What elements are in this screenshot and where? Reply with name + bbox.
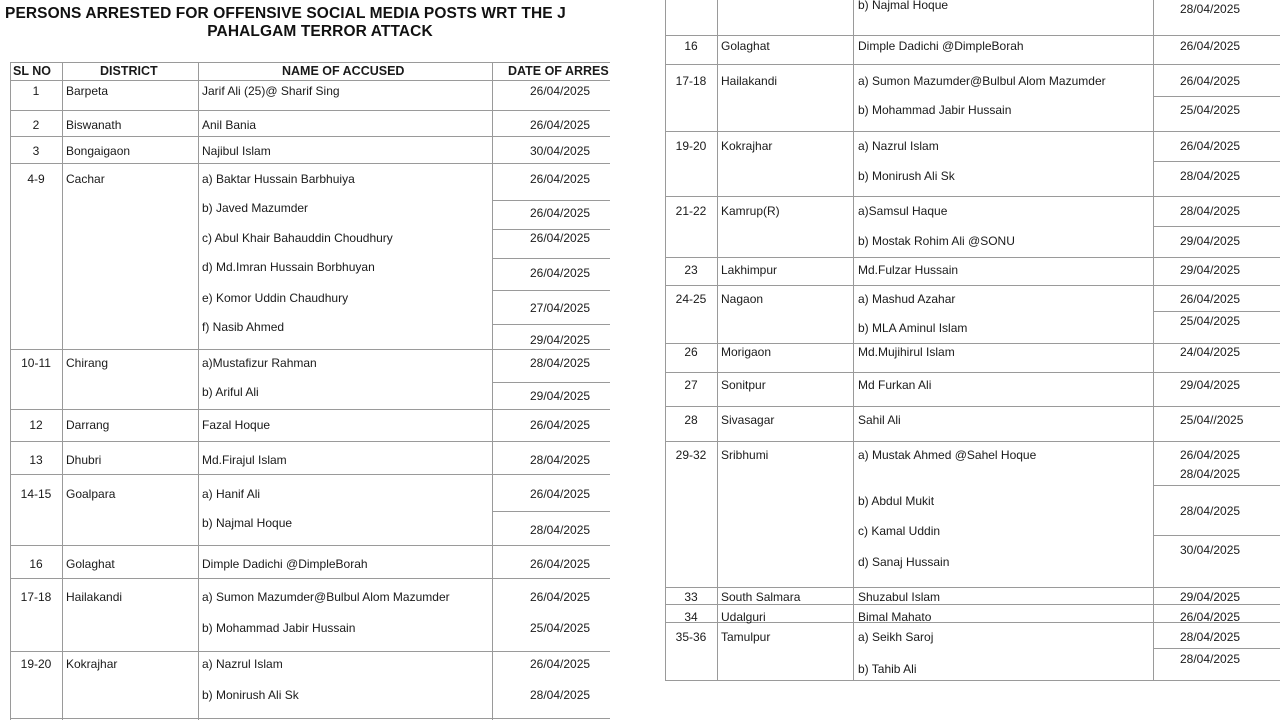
accused-name: b) Tahib Ali [858, 662, 917, 676]
serial-number: 14-15 [20, 487, 52, 501]
row-divider [665, 285, 1280, 286]
row-divider [1153, 96, 1280, 97]
accused-name: d) Md.Imran Hussain Borbhuyan [202, 260, 375, 274]
arrest-date: 25/04/2025 [1180, 314, 1241, 328]
accused-name: b) Ariful Ali [202, 385, 259, 399]
district-name: Dhubri [66, 453, 102, 467]
district-name: Cachar [66, 172, 105, 186]
accused-name: b) MLA Aminul Islam [858, 321, 968, 335]
arrest-date: 26/04/2025 [530, 590, 591, 604]
arrest-date: 25/04/2025 [1180, 103, 1241, 117]
accused-name: f) Nasib Ahmed [202, 320, 285, 334]
serial-number: 23 [684, 263, 698, 277]
serial-number: 4-9 [27, 172, 45, 186]
district-name: Hailakandi [721, 74, 778, 88]
accused-name: Najibul Islam [202, 144, 271, 158]
row-divider [10, 110, 610, 111]
serial-number: 28 [684, 413, 698, 427]
accused-name: b) Javed Mazumder [202, 201, 309, 215]
row-divider [10, 136, 610, 137]
row-divider [10, 545, 610, 546]
document-title-line2: PAHALGAM TERROR ATTACK [207, 23, 433, 40]
row-divider [665, 604, 1280, 605]
district-name: South Salmara [721, 590, 801, 604]
arrest-date: 28/04/2025 [530, 523, 591, 537]
accused-name: b) Mostak Rohim Ali @SONU [858, 234, 1015, 248]
row-divider [665, 257, 1280, 258]
arrest-date: 26/04/2025 [530, 118, 591, 132]
accused-name: a) Sumon Mazumder@Bulbul Alom Mazumder [858, 74, 1106, 88]
accused-name: Jarif Ali (25)@ Sharif Sing [202, 84, 340, 98]
header-sl-no: SL NO [13, 64, 51, 78]
column-divider [853, 0, 854, 680]
accused-name: Shuzabul Islam [858, 590, 941, 604]
arrest-date: 26/04/2025 [530, 84, 591, 98]
arrest-date: 26/04/2025 [530, 172, 591, 186]
row-divider [492, 290, 610, 291]
district-name: Barpeta [66, 84, 109, 98]
arrest-list-page-right [665, 0, 1280, 720]
accused-name: a) Baktar Hussain Barbhuiya [202, 172, 355, 186]
accused-name: Sahil Ali [858, 413, 901, 427]
row-divider [665, 343, 1280, 344]
row-divider [1153, 311, 1280, 312]
row-divider [10, 80, 610, 81]
serial-number: 35-36 [675, 630, 707, 644]
accused-name: Anil Bania [202, 118, 257, 132]
serial-number: 21-22 [675, 204, 707, 218]
serial-number: 13 [29, 453, 43, 467]
serial-number: 24-25 [675, 292, 707, 306]
row-divider [665, 131, 1280, 132]
row-divider [665, 680, 1280, 681]
arrest-list-page-left [0, 0, 610, 720]
row-divider [665, 587, 1280, 588]
row-divider [10, 474, 610, 475]
accused-name: c) Abul Khair Bahauddin Choudhury [202, 231, 393, 245]
arrest-date: 24/04/2025 [1180, 345, 1241, 359]
serial-number: 12 [29, 418, 43, 432]
accused-name: a) Nazrul Islam [202, 657, 283, 671]
arrest-date: 28/04/2025 [1180, 169, 1241, 183]
arrest-date: 28/04/2025 [1180, 2, 1241, 16]
accused-name: a) Hanif Ali [202, 487, 261, 501]
row-divider [1153, 226, 1280, 227]
accused-name: b) Najmal Hoque [202, 516, 293, 530]
accused-name: a) Mashud Azahar [858, 292, 956, 306]
serial-number: 34 [684, 610, 698, 624]
header-district: DISTRICT [100, 64, 158, 78]
accused-name: Dimple Dadichi @DimpleBorah [858, 39, 1024, 53]
row-divider [492, 324, 610, 325]
serial-number: 29-32 [675, 448, 707, 462]
serial-number: 17-18 [675, 74, 707, 88]
district-name: Morigaon [721, 345, 772, 359]
row-divider [1153, 648, 1280, 649]
arrest-date: 28/04/2025 [1180, 652, 1241, 666]
row-divider [492, 382, 610, 383]
serial-number: 19-20 [20, 657, 52, 671]
accused-name: a)Mustafizur Rahman [202, 356, 317, 370]
district-name: Nagaon [721, 292, 764, 306]
arrest-date: 30/04/2025 [530, 144, 591, 158]
serial-number: 3 [32, 144, 40, 158]
arrest-date: 26/04/2025 [1180, 448, 1241, 462]
row-divider [10, 718, 610, 719]
arrest-date: 28/04/2025 [1180, 504, 1241, 518]
column-divider [198, 62, 199, 720]
row-divider [665, 64, 1280, 65]
district-name: Sribhumi [721, 448, 769, 462]
column-divider [62, 62, 63, 720]
accused-name: a)Samsul Haque [858, 204, 948, 218]
accused-name: Md.Fulzar Hussain [858, 263, 959, 277]
arrest-date: 25/04/2025 [530, 621, 591, 635]
district-name: Golaghat [66, 557, 115, 571]
accused-name: b) Mohammad Jabir Hussain [202, 621, 356, 635]
arrest-date: 29/04/2025 [530, 389, 591, 403]
accused-name: Md.Firajul Islam [202, 453, 287, 467]
arrest-date: 28/04/2025 [530, 356, 591, 370]
row-divider [10, 578, 610, 579]
serial-number: 2 [32, 118, 40, 132]
arrest-date: 26/04/2025 [1180, 139, 1241, 153]
accused-name: a) Mustak Ahmed @Sahel Hoque [858, 448, 1037, 462]
district-name: Bongaigaon [66, 144, 131, 158]
arrest-date: 26/04/2025 [530, 231, 591, 245]
accused-name: a) Sumon Mazumder@Bulbul Alom Mazumder [202, 590, 450, 604]
serial-number: 33 [684, 590, 698, 604]
arrest-date: 28/04/2025 [530, 688, 591, 702]
accused-name: Md Furkan Ali [858, 378, 932, 392]
row-divider [665, 441, 1280, 442]
arrest-date: 29/04/2025 [1180, 234, 1241, 248]
arrest-date: 25/04//2025 [1180, 413, 1244, 427]
arrest-date: 30/04/2025 [1180, 543, 1241, 557]
accused-name: Fazal Hoque [202, 418, 271, 432]
accused-name: a) Nazrul Islam [858, 139, 939, 153]
row-divider [665, 196, 1280, 197]
accused-name: c) Kamal Uddin [858, 524, 941, 538]
serial-number: 19-20 [675, 139, 707, 153]
serial-number: 17-18 [20, 590, 52, 604]
arrest-date: 26/04/2025 [530, 206, 591, 220]
arrest-date: 26/04/2025 [1180, 292, 1241, 306]
arrest-date: 26/04/2025 [530, 557, 591, 571]
row-divider [1153, 485, 1280, 486]
district-name: Udalguri [721, 610, 766, 624]
accused-name: b) Monirush Ali Sk [858, 169, 955, 183]
arrest-date: 26/04/2025 [530, 418, 591, 432]
header-name-of-accused: NAME OF ACCUSED [282, 64, 405, 78]
district-name: Kokrajhar [721, 139, 773, 153]
column-divider [717, 0, 718, 680]
district-name: Golaghat [721, 39, 770, 53]
serial-number: 26 [684, 345, 698, 359]
column-divider [1153, 0, 1154, 680]
arrest-date: 26/04/2025 [530, 487, 591, 501]
arrest-date: 26/04/2025 [1180, 610, 1241, 624]
arrest-date: 29/04/2025 [530, 333, 591, 347]
serial-number: 16 [684, 39, 698, 53]
row-divider [10, 163, 610, 164]
header-date-of-arrest: DATE OF ARRES [508, 64, 609, 78]
accused-name: b) Monirush Ali Sk [202, 688, 299, 702]
row-divider [1153, 535, 1280, 536]
arrest-date: 26/04/2025 [1180, 74, 1241, 88]
arrest-date: 28/04/2025 [1180, 630, 1241, 644]
arrest-date: 28/04/2025 [1180, 467, 1241, 481]
arrest-date: 28/04/2025 [530, 453, 591, 467]
district-name: Chirang [66, 356, 109, 370]
district-name: Kokrajhar [66, 657, 118, 671]
row-divider [665, 406, 1280, 407]
arrest-date: 29/04/2025 [1180, 590, 1241, 604]
column-divider [665, 0, 666, 680]
district-name: Sonitpur [721, 378, 766, 392]
row-divider [492, 511, 610, 512]
column-divider [10, 62, 11, 720]
district-name: Hailakandi [66, 590, 123, 604]
row-divider [492, 258, 610, 259]
serial-number: 10-11 [21, 356, 51, 370]
row-divider [10, 651, 610, 652]
row-divider [665, 372, 1280, 373]
district-name: Kamrup(R) [721, 204, 780, 218]
accused-name: a) Seikh Saroj [858, 630, 934, 644]
arrest-date: 28/04/2025 [1180, 204, 1241, 218]
row-divider [10, 441, 610, 442]
arrest-date: 26/04/2025 [530, 657, 591, 671]
arrest-date: 27/04/2025 [530, 301, 591, 315]
accused-name: Bimal Mahato [858, 610, 932, 624]
serial-number: 27 [684, 378, 698, 392]
accused-name: d) Sanaj Hussain [858, 555, 950, 569]
accused-name: Md.Mujihirul Islam [858, 345, 955, 359]
accused-name: b) Najmal Hoque [858, 0, 949, 12]
arrest-date: 26/04/2025 [530, 266, 591, 280]
serial-number: 1 [32, 84, 40, 98]
accused-name: e) Komor Uddin Chaudhury [202, 291, 349, 305]
arrest-date: 29/04/2025 [1180, 263, 1241, 277]
row-divider [10, 409, 610, 410]
district-name: Sivasagar [721, 413, 775, 427]
row-divider [492, 200, 610, 201]
district-name: Lakhimpur [721, 263, 778, 277]
document-title-line1: PERSONS ARRESTED FOR OFFENSIVE SOCIAL MEDIA POSTS WRT THE J [5, 5, 566, 22]
row-divider [1153, 161, 1280, 162]
row-divider [10, 349, 610, 350]
district-name: Goalpara [66, 487, 116, 501]
district-name: Biswanath [66, 118, 122, 132]
district-name: Darrang [66, 418, 110, 432]
arrest-date: 26/04/2025 [1180, 39, 1241, 53]
district-name: Tamulpur [721, 630, 771, 644]
row-divider [10, 62, 610, 63]
accused-name: b) Abdul Mukit [858, 494, 935, 508]
serial-number: 16 [29, 557, 43, 571]
accused-name: b) Mohammad Jabir Hussain [858, 103, 1012, 117]
arrest-date: 29/04/2025 [1180, 378, 1241, 392]
row-divider [665, 35, 1280, 36]
column-divider [492, 62, 493, 720]
row-divider [492, 229, 610, 230]
accused-name: Dimple Dadichi @DimpleBorah [202, 557, 368, 571]
